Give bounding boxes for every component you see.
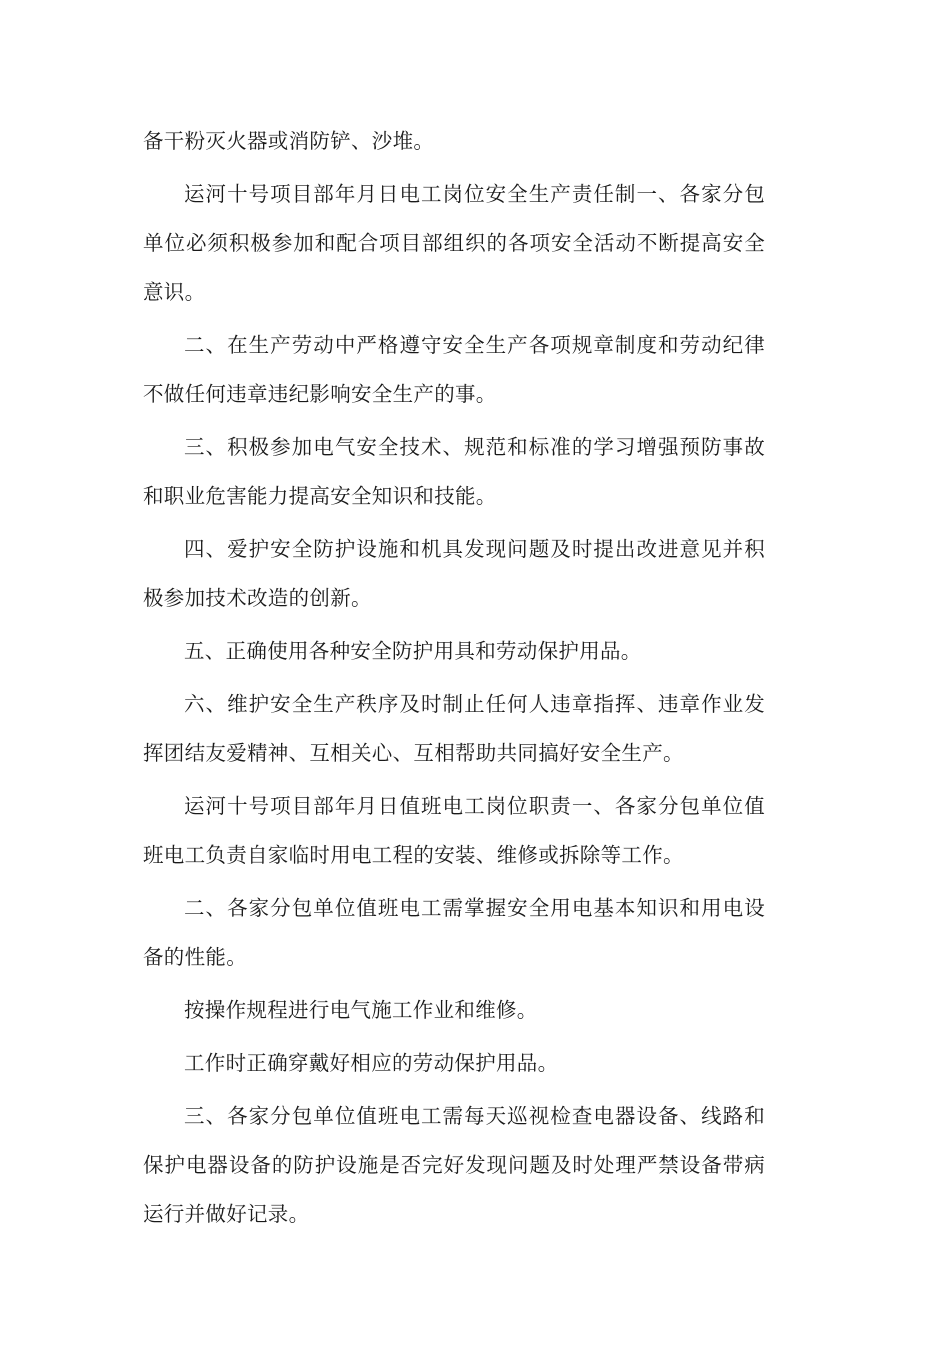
paragraph-operating-procedure: 按操作规程进行电气施工作业和维修。 [184, 998, 538, 1022]
paragraph-duty-electrician-3: 三、各家分包单位值班电工需每天巡视检查电器设备、线路和保护电器设备的防护设施是否完好发现问题及时处理严禁设备带病运行并做好记录。 [143, 1104, 765, 1226]
paragraph-electrician-responsibility-2: 二、在生产劳动中严格遵守安全生产各项规章制度和劳动纪律不做任何违章违纪影响安全生产的事。 [143, 333, 765, 406]
paragraph-duty-electrician-2: 二、各家分包单位值班电工需掌握安全用电基本知识和用电设备的性能。 [143, 896, 765, 969]
paragraph-electrician-responsibility-1: 运河十号项目部年月日电工岗位安全生产责任制一、各家分包单位必须积极参加和配合项目部组织的各项安全活动不断提高安全意识。 [143, 182, 765, 304]
paragraph-electrician-responsibility-3: 三、积极参加电气安全技术、规范和标准的学习增强预防事故和职业危害能力提高安全知识和技能。 [143, 435, 765, 508]
paragraph-electrician-responsibility-4: 四、爱护安全防护设施和机具发现问题及时提出改进意见并积极参加技术改造的创新。 [143, 537, 765, 610]
paragraph-protective-gear: 工作时正确穿戴好相应的劳动保护用品。 [184, 1051, 559, 1075]
paragraph-duty-electrician-1: 运河十号项目部年月日值班电工岗位职责一、各家分包单位值班电工负责自家临时用电工程的安装、维修或拆除等工作。 [143, 794, 765, 867]
paragraph-electrician-responsibility-6: 六、维护安全生产秩序及时制止任何人违章指挥、违章作业发挥团结友爱精神、互相关心、互相帮助共同搞好安全生产。 [143, 692, 765, 765]
paragraph-electrician-responsibility-5: 五、正确使用各种安全防护用具和劳动保护用品。 [184, 639, 642, 663]
document-body [143, 117, 765, 1243]
paragraph-fire-equipment: 备干粉灭火器或消防铲、沙堆。 [143, 129, 435, 153]
